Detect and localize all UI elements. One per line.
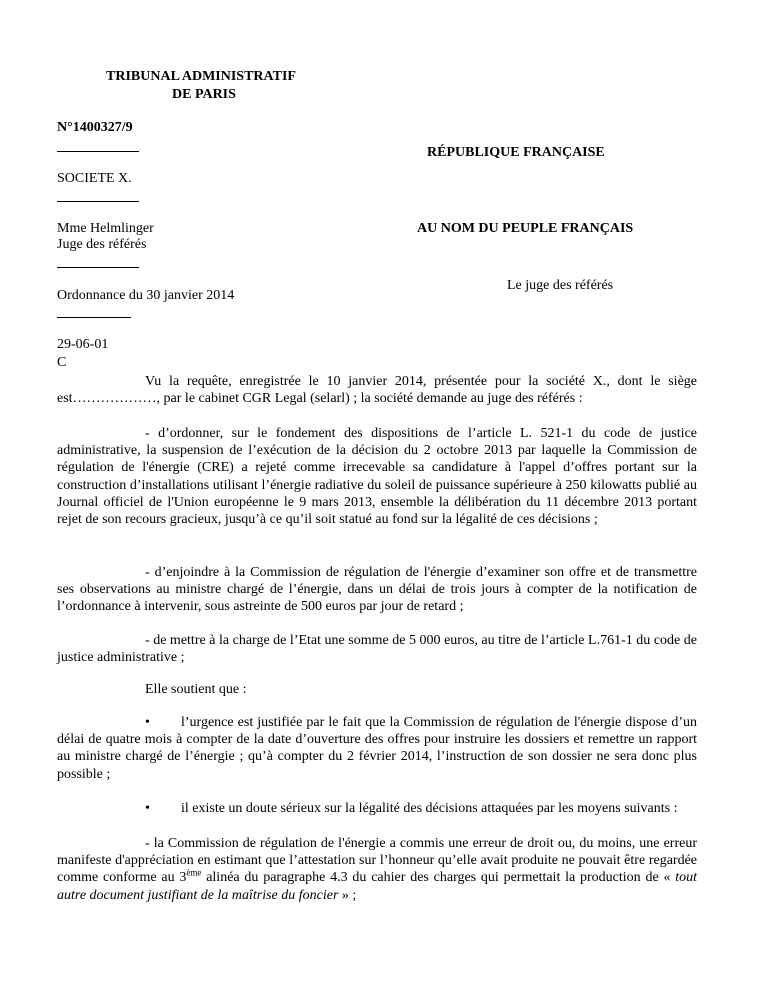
case-number: N°1400327/9 (57, 120, 133, 135)
order-date: Ordonnance du 30 janvier 2014 (57, 288, 235, 303)
court-name-line2: DE PARIS (172, 87, 236, 102)
judge-name: Mme Helmlinger (57, 221, 154, 236)
paragraph-costs: - de mettre à la charge de l’Etat une somme de 5 000 euros, au titre de l’article L.761-1 du code de justice administrative ; (57, 633, 697, 666)
paragraph-injunction: - d’enjoindre à la Commission de régulation de l'énergie d’examiner son offre et de transmettre ses observations au ministre chargé de l’énergie, dans un délai de trois jours à compter de la notification de l’ordonnance à intervenir, sous astreinte de 500 euros par jour de retard ; (57, 565, 697, 615)
classification-letter: C (57, 355, 67, 370)
judge-role: Juge des référés (57, 237, 147, 252)
separator-line (57, 151, 139, 152)
separator-line (57, 267, 139, 268)
court-name-line1: TRIBUNAL ADMINISTRATIF (106, 69, 296, 84)
paragraph-arguments-intro: Elle soutient que : (145, 682, 247, 697)
paragraph-serious-doubt: • il existe un doute sérieux sur la légalité des décisions attaquées par les moyens suivants : (145, 801, 678, 816)
party-name: SOCIETE X. (57, 171, 132, 186)
paragraph-request: Vu la requête, enregistrée le 10 janvier 2014, présentée pour la société X., dont le siège est………………, par le cabinet CGR Legal (selarl) ; la société demande au juge des référés : (57, 374, 697, 407)
paragraph-urgency: • l’urgence est justifiée par le fait que la Commission de régulation de l'énergie dispose d’un délai de quatre mois à compter de la date d’ouverture des offres pour instruire les dossiers et remettre un rapport au ministre chargé de l’énergie ; qu’à compter du 2 février 2014, l’instruction de son dossier ne sera donc plus possible ; (57, 715, 697, 782)
separator-line (57, 317, 131, 318)
paragraph-error-of-law: - la Commission de régulation de l'énergie a commis une erreur de droit ou, du moins, une erreur manifeste d'appréciation en estimant que l’attestation sur l’honneur qu’elle avait produite ne pouvait être regardée comme conforme au 3ème alinéa du paragraphe 4.3 du cahier des charges qui permettait la production de « tout autre document justifiant de la maîtrise du foncier » ; (57, 836, 698, 903)
bullet-icon: • (145, 715, 150, 730)
bullet-icon: • (145, 801, 150, 816)
classification-code: 29-06-01 (57, 337, 109, 352)
paragraph-suspension: - d’ordonner, sur le fondement des dispositions de l’article L. 521-1 du code de justice administrative, la suspension de l’exécution de la décision du 2 octobre 2013 par laquelle la Commission de régulation de l'énergie (CRE) a rejeté comme irrecevable sa candidature à l'appel d’offres portant sur la construction d’installations utilisant l’énergie radiative du soleil de puissance supérieure à 250 kilowatts publié au Journal officiel de l'Union européenne le 9 mars 2013, ensemble la délibération du 11 décembre 2013 portant rejet de son recours gracieux, jusqu’à ce qu’il soit statué au fond sur la légalité de ces décisions ; (57, 426, 697, 528)
republic-heading: RÉPUBLIQUE FRANÇAISE (427, 145, 605, 160)
separator-line (57, 201, 139, 202)
people-heading: AU NOM DU PEUPLE FRANÇAIS (417, 221, 634, 236)
judge-heading: Le juge des référés (507, 278, 614, 293)
